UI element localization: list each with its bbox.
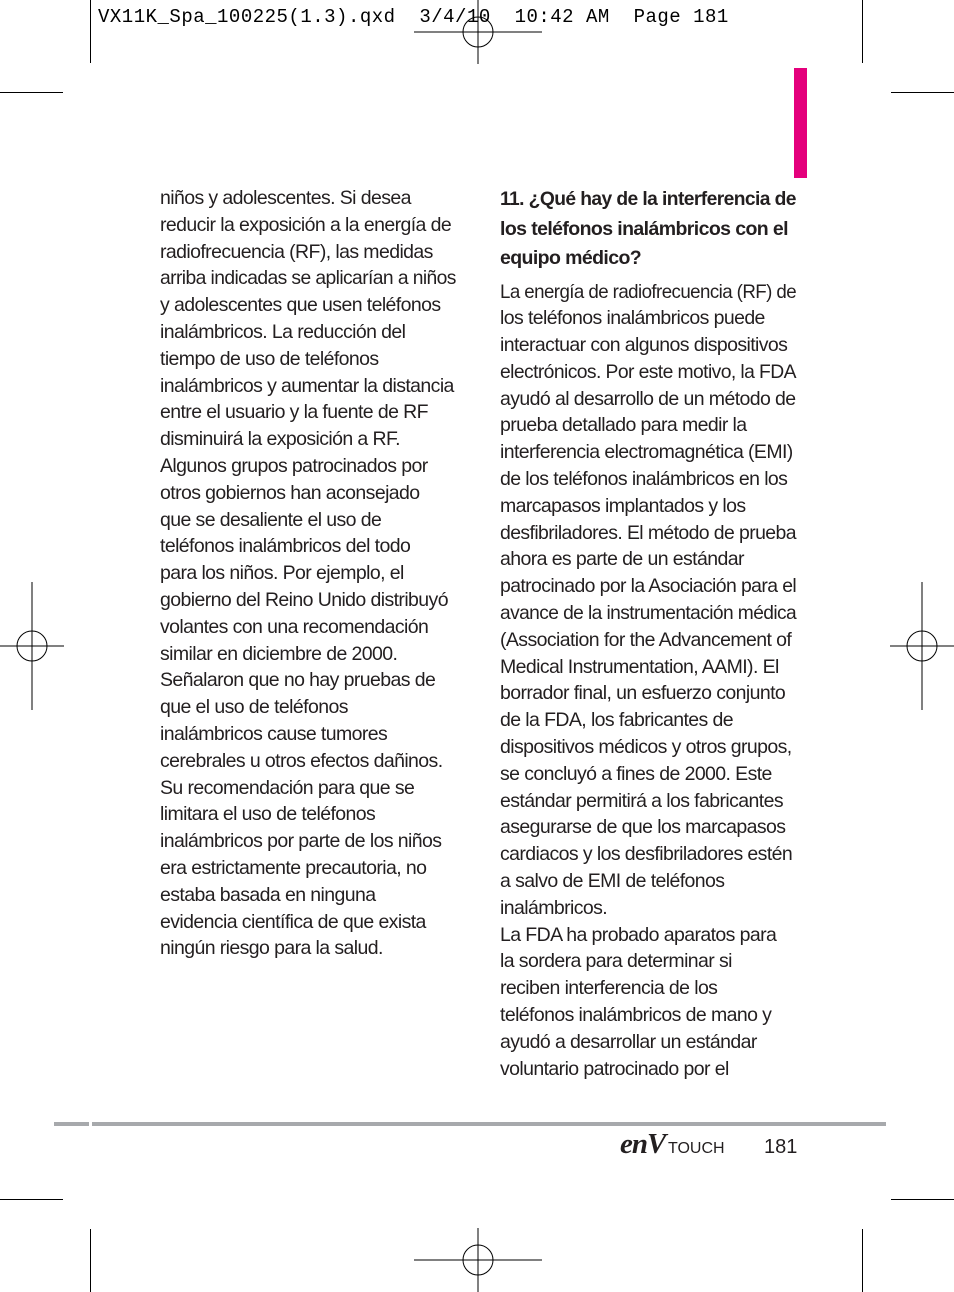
registration-mark-right: [890, 582, 954, 710]
body-line: de la FDA, los fabricantes de: [500, 709, 733, 732]
crop-mark: [891, 92, 954, 93]
body-line: desfibriladores. El método de prueba: [500, 521, 796, 544]
body-line: Algunos grupos patrocinados por: [160, 454, 428, 477]
crop-mark: [0, 1199, 63, 1200]
crop-mark: [90, 1229, 91, 1292]
body-line: La energía de radiofrecuencia (RF) de: [500, 280, 797, 303]
body-line: niños y adolescentes. Si desea: [160, 187, 411, 209]
heading-line: 11. ¿Qué hay de la interferencia de: [500, 188, 796, 210]
body-line: marcapasos implantados y los: [500, 494, 746, 517]
body-line: que se desaliente el uso de: [160, 508, 382, 531]
body-line: se concluyó a fines de 2000. Este: [500, 762, 772, 785]
registration-mark-left: [0, 582, 64, 710]
body-line: reciben interferencia de los: [500, 977, 718, 1000]
body-line: inalámbricos. La reducción del: [160, 320, 406, 343]
body-line: interactuar con algunos dispositivos: [500, 334, 788, 357]
body-line: ayudó al desarrollo de un método de: [500, 387, 796, 410]
body-line: avance de la instrumentación médica: [500, 602, 797, 625]
body-line: estaba basada en ninguna: [160, 883, 376, 906]
body-line: radiofrecuencia (RF), las medidas: [160, 240, 433, 263]
body-line: teléfonos inalámbricos del todo: [160, 535, 411, 558]
logo-main: enV: [620, 1128, 666, 1160]
crop-mark: [862, 1229, 863, 1292]
footer-rule: [92, 1122, 886, 1126]
body-line: arriba indicadas se aplicarían a niños: [160, 267, 456, 290]
body-line: asegurarse de que los marcapasos: [500, 816, 786, 839]
body-line: reducir la exposición a la energía de: [160, 213, 452, 236]
body-line: ningún riesgo para la salud.: [160, 937, 383, 960]
body-line: borrador final, un esfuerzo conjunto: [500, 682, 786, 705]
section-tab: [794, 68, 807, 178]
section-heading: [500, 185, 800, 274]
body-line: similar en diciembre de 2000.: [160, 642, 398, 665]
body-line: y adolescentes que usen teléfonos: [160, 294, 441, 317]
body-line: teléfonos inalámbricos de mano y: [500, 1004, 772, 1027]
body-line: Señalaron que no hay pruebas de: [160, 669, 436, 692]
body-line: Medical Instrumentation, AAMI). El: [500, 655, 779, 678]
crop-mark: [862, 0, 863, 63]
body-line: patrocinado por la Asociación para el: [500, 575, 797, 598]
registration-mark-bottom: [414, 1228, 542, 1292]
body-line: cerebrales u otros efectos dañinos.: [160, 749, 443, 772]
registration-mark-top: [414, 0, 542, 64]
envtouch-logo: [620, 1128, 750, 1163]
body-line: la sordera para determinar si: [500, 950, 732, 973]
body-line: inalámbricos.: [500, 896, 608, 919]
right-column: [500, 185, 800, 1082]
body-line: volantes con una recomendación: [160, 615, 429, 638]
body-line: para los niños. Por ejemplo, el: [160, 562, 404, 585]
body-line: de los teléfonos inalámbricos en los: [500, 468, 788, 491]
body-line: disminuirá la exposición a RF.: [160, 428, 400, 451]
body-line: evidencia científica de que exista: [160, 910, 426, 933]
body-line: ayudó a desarrollar un estándar: [500, 1030, 757, 1053]
body-line: voluntario patrocinado por el: [500, 1057, 729, 1080]
body-line: inalámbricos y aumentar la distancia: [160, 374, 454, 397]
body-line: tiempo de uso de teléfonos: [160, 347, 379, 370]
body-line: inalámbricos cause tumores: [160, 722, 388, 745]
footer-rule: [54, 1122, 89, 1126]
crop-mark: [90, 0, 91, 63]
body-line: Su recomendación para que se: [160, 776, 415, 799]
body-line: estándar permitirá a los fabricantes: [500, 789, 783, 812]
body-line: gobierno del Reino Unido distribuyó: [160, 588, 448, 611]
body-line: cardiacos y los desfibriladores estén: [500, 843, 793, 866]
body-line: ahora es parte de un estándar: [500, 548, 744, 571]
print-slug: VX11K_Spa_100225(1.3).qxd 3/4/10 10:42 AM Page 181: [98, 6, 729, 28]
body-line: dispositivos médicos y otros grupos,: [500, 736, 792, 759]
body-line: (Association for the Advancement of: [500, 628, 792, 651]
body-line: era estrictamente precautoria, no: [160, 856, 427, 879]
left-column: [160, 185, 460, 962]
body-line: entre el usuario y la fuente de RF: [160, 401, 428, 424]
crop-mark: [0, 92, 63, 93]
body-line: limitara el uso de teléfonos: [160, 803, 376, 826]
body-line: La FDA ha probado aparatos para: [500, 923, 777, 946]
crop-mark: [891, 1199, 954, 1200]
heading-line: los teléfonos inalámbricos con el: [500, 217, 788, 240]
page-number: 181: [764, 1136, 798, 1158]
body-line: otros gobiernos han aconsejado: [160, 481, 420, 504]
body-line: prueba detallado para medir la: [500, 414, 747, 437]
logo-sub: TOUCH: [668, 1140, 725, 1157]
heading-line: equipo médico?: [500, 247, 642, 269]
body-line: que el uso de teléfonos: [160, 696, 348, 719]
body-line: inalámbricos por parte de los niños: [160, 830, 442, 853]
body-line: a salvo de EMI de teléfonos: [500, 870, 725, 893]
body-line: los teléfonos inalámbricos puede: [500, 307, 765, 330]
body-line: electrónicos. Por este motivo, la FDA: [500, 360, 796, 383]
body-line: interferencia electromagnética (EMI): [500, 441, 793, 464]
